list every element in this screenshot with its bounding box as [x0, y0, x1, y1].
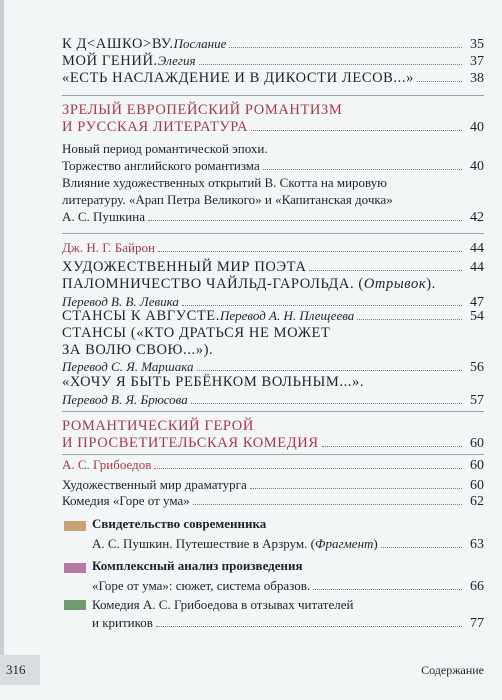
- page-number: 63: [470, 537, 484, 552]
- page-number: 77: [470, 616, 484, 631]
- page-number: 42: [470, 210, 484, 225]
- entry-title-end: ): [373, 536, 378, 551]
- entry-title: К Д<АШКО>ВУ.: [62, 36, 174, 52]
- leader-dots: [309, 270, 462, 271]
- divider: [62, 411, 484, 412]
- page-number: 62: [470, 494, 484, 509]
- leader-dots: [193, 504, 462, 505]
- author-name: Дж. Н. Г. Байрон: [62, 240, 155, 255]
- leader-dots: [313, 589, 462, 590]
- entry-title: Художественный мир драматурга: [62, 477, 247, 492]
- page-number: 60: [470, 436, 484, 451]
- leader-dots: [191, 403, 462, 404]
- page-edge: [0, 0, 4, 655]
- page-number: 60: [470, 458, 484, 473]
- entry-genre: Элегия: [157, 53, 196, 68]
- entry-title: «Горе от ума»: сюжет, система образов.: [92, 578, 311, 593]
- leader-dots: [154, 468, 462, 469]
- section-title[interactable]: [62, 435, 484, 452]
- page-number: 60: [470, 478, 484, 493]
- entry-title[interactable]: СТАНСЫ («КТО ДРАТЬСЯ НЕ МОЖЕТ: [62, 325, 331, 341]
- translator: Перевод С. Я. Маршака: [62, 359, 194, 374]
- toc-entry[interactable]: [62, 158, 484, 175]
- toc-text: Новый период романтической эпохи.: [62, 141, 268, 156]
- leader-dots: [229, 47, 462, 48]
- toc-entry[interactable]: [62, 53, 484, 70]
- entry-title: А. С. Пушкин. Путешествие в Арзрум. (: [92, 536, 315, 551]
- author-entry[interactable]: [62, 457, 484, 474]
- toc-entry[interactable]: [62, 493, 484, 510]
- author-entry[interactable]: [62, 240, 484, 257]
- entry-title[interactable]: «ХОЧУ Я БЫТЬ РЕБЁНКОМ ВОЛЬНЫМ...».: [62, 374, 365, 390]
- entry-note: Фрагмент: [314, 536, 374, 551]
- page-number: 44: [470, 260, 484, 275]
- leader-dots: [381, 547, 462, 548]
- entry-title: А. С. Пушкина: [62, 209, 145, 224]
- entry-genre: Послание: [173, 36, 227, 51]
- leader-dots: [199, 64, 462, 65]
- leader-dots: [263, 169, 462, 170]
- toc-text: литературу. «Арап Петра Великого» и «Капитанская дочка»: [62, 192, 393, 207]
- toc-entry[interactable]: [62, 477, 484, 494]
- entry-title: «ЕСТЬ НАСЛАЖДЕНИЕ И В ДИКОСТИ ЛЕСОВ...»: [62, 70, 414, 86]
- leader-dots: [158, 251, 462, 252]
- rubric-title[interactable]: Свидетельство современника: [92, 516, 267, 531]
- page-number: 35: [470, 37, 484, 52]
- divider: [62, 233, 484, 234]
- section-title[interactable]: РОМАНТИЧЕСКИЙ ГЕРОЙ: [62, 418, 254, 434]
- section-title-line2: И ПРОСВЕТИТЕЛЬСКАЯ КОМЕДИЯ: [62, 435, 319, 451]
- toc-entry[interactable]: [92, 615, 484, 632]
- section-title-line2: И РУССКАЯ ЛИТЕРАТУРА: [62, 119, 249, 135]
- leader-dots: [322, 446, 462, 447]
- page-number: 54: [470, 309, 484, 324]
- leader-dots: [417, 81, 462, 82]
- entry-title: ХУДОЖЕСТВЕННЫЙ МИР ПОЭТА: [62, 259, 307, 275]
- entry-title: и критиков: [92, 615, 153, 630]
- toc-entry[interactable]: [62, 70, 484, 87]
- rubric-color-box: [64, 600, 86, 610]
- rubric-color-box: [64, 563, 86, 573]
- entry-title-end: ).: [426, 276, 436, 292]
- toc-entry-title[interactable]: [62, 276, 484, 293]
- author-name: А. С. Грибоедов: [62, 457, 152, 472]
- leader-dots: [357, 319, 462, 320]
- page-number: 38: [470, 71, 484, 86]
- translator: Перевод В. Я. Брюсова: [62, 392, 188, 407]
- translator: Перевод А. Н. Плещеева: [220, 308, 355, 323]
- page-number: 37: [470, 54, 484, 69]
- rubric-color-box: [64, 521, 86, 531]
- entry-title: Комедия «Горе от ума»: [62, 493, 190, 508]
- page-number: 40: [470, 120, 484, 135]
- entry-title[interactable]: ЗА ВОЛЮ СВОЮ...»).: [62, 342, 214, 358]
- leader-dots: [148, 220, 462, 221]
- toc-entry[interactable]: [62, 209, 484, 226]
- divider: [62, 454, 484, 455]
- page-number: 47: [470, 295, 484, 310]
- rubric-title[interactable]: Комплексный анализ произведения: [92, 558, 303, 573]
- page-number: 40: [470, 159, 484, 174]
- page-number: 44: [470, 241, 484, 256]
- page-number: 57: [470, 393, 484, 408]
- toc-text: Влияние художественных открытий В. Скотта на мировую: [62, 175, 387, 190]
- divider: [62, 95, 484, 96]
- footer-page-number: 316: [6, 662, 26, 677]
- leader-dots: [197, 370, 463, 371]
- entry-title: Торжество английского романтизма: [62, 158, 260, 173]
- footer-title: Содержание: [421, 663, 484, 677]
- leader-dots: [251, 130, 462, 131]
- toc-entry[interactable]: [62, 259, 484, 276]
- translator: Перевод В. В. Левика: [62, 294, 179, 309]
- entry-title: ПАЛОМНИЧЕСТВО ЧАЙЛЬД-ГАРОЛЬДА. (: [62, 276, 364, 292]
- entry-title: МОЙ ГЕНИЙ.: [62, 53, 158, 69]
- toc-entry[interactable]: [92, 536, 484, 553]
- leader-dots: [156, 626, 462, 627]
- toc-entry[interactable]: [62, 36, 484, 53]
- toc-entry[interactable]: [92, 578, 484, 595]
- section-title[interactable]: [62, 119, 484, 136]
- entry-note: Отрывок: [363, 276, 427, 292]
- leader-dots: [182, 305, 462, 306]
- entry-title[interactable]: Комедия А. С. Грибоедова в отзывах читателей: [92, 597, 354, 612]
- leader-dots: [250, 488, 462, 489]
- toc-entry[interactable]: [62, 392, 484, 409]
- toc-entry[interactable]: [62, 308, 484, 325]
- section-title[interactable]: ЗРЕЛЫЙ ЕВРОПЕЙСКИЙ РОМАНТИЗМ: [62, 102, 343, 118]
- footer-page-box: [0, 655, 40, 685]
- entry-title: СТАНСЫ К АВГУСТЕ.: [62, 308, 220, 324]
- page-number: 56: [470, 360, 484, 375]
- page-number: 66: [470, 579, 484, 594]
